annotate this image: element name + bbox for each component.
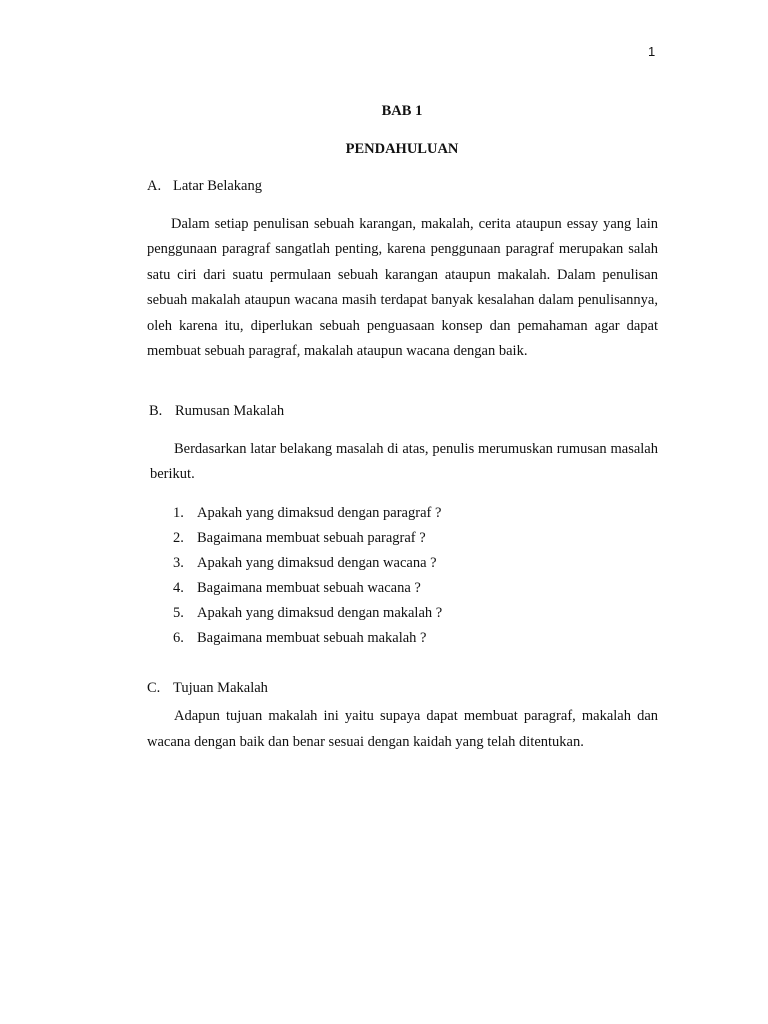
section-letter: B. — [149, 403, 163, 419]
list-item — [173, 551, 442, 576]
section-heading-tujuan-makalah — [147, 680, 268, 697]
list-item-text: Bagaimana membuat sebuah wacana ? — [197, 580, 421, 596]
list-item-number: 4. — [173, 580, 184, 596]
section-letter: C. — [147, 680, 161, 696]
list-item-number: 6. — [173, 630, 184, 646]
list-item-number: 5. — [173, 605, 184, 621]
section-heading-rumusan-makalah — [149, 403, 284, 420]
section-title: Rumusan Makalah — [175, 403, 285, 419]
list-item-number: 1. — [173, 505, 184, 521]
question-list — [173, 501, 442, 651]
section-title: Latar Belakang — [173, 178, 262, 194]
list-item — [173, 501, 442, 526]
chapter-title: PENDAHULUAN — [345, 141, 459, 157]
section-letter: A. — [147, 178, 162, 194]
list-item-text: Bagaimana membuat sebuah paragraf ? — [197, 530, 426, 546]
section-title: Tujuan Makalah — [173, 680, 268, 696]
section-heading-latar-belakang — [147, 178, 262, 195]
list-item-number: 3. — [173, 555, 184, 571]
list-item — [173, 601, 442, 626]
list-item — [173, 576, 442, 601]
paragraph-latar-belakang: Dalam setiap penulisan sebuah karangan, makalah, cerita ataupun essay yang lain penggunaan paragraf sangatlah penting, karena penggunaan paragraf merupakan salah satu ciri dari suatu permulaan sebuah karangan ataupun makalah. Dalam penulisan sebuah makalah ataupun wacana masih terdapat banyak kesalahan dalam penulisannya, oleh karena itu, diperlukan sebuah penguasaan konsep dan pemahaman agar dapat membuat sebuah paragraf, makalah ataupun wacana dengan baik. — [147, 216, 658, 360]
list-item-text: Apakah yang dimaksud dengan makalah ? — [197, 605, 443, 621]
list-item — [173, 626, 442, 651]
page-number: 1 — [648, 44, 656, 59]
list-item-text: Apakah yang dimaksud dengan wacana ? — [197, 555, 437, 571]
list-item-number: 2. — [173, 530, 184, 546]
chapter-label: BAB 1 — [381, 103, 423, 119]
list-item-text: Bagaimana membuat sebuah makalah ? — [197, 630, 427, 646]
paragraph-rumusan-makalah: Berdasarkan latar belakang masalah di atas, penulis merumuskan rumusan masalah berikut. — [150, 441, 658, 482]
list-item-text: Apakah yang dimaksud dengan paragraf ? — [197, 505, 442, 521]
list-item — [173, 526, 442, 551]
paragraph-tujuan-makalah: Adapun tujuan makalah ini yaitu supaya dapat membuat paragraf, makalah dan wacana dengan baik dan benar sesuai dengan kaidah yang telah ditentukan. — [147, 708, 658, 750]
